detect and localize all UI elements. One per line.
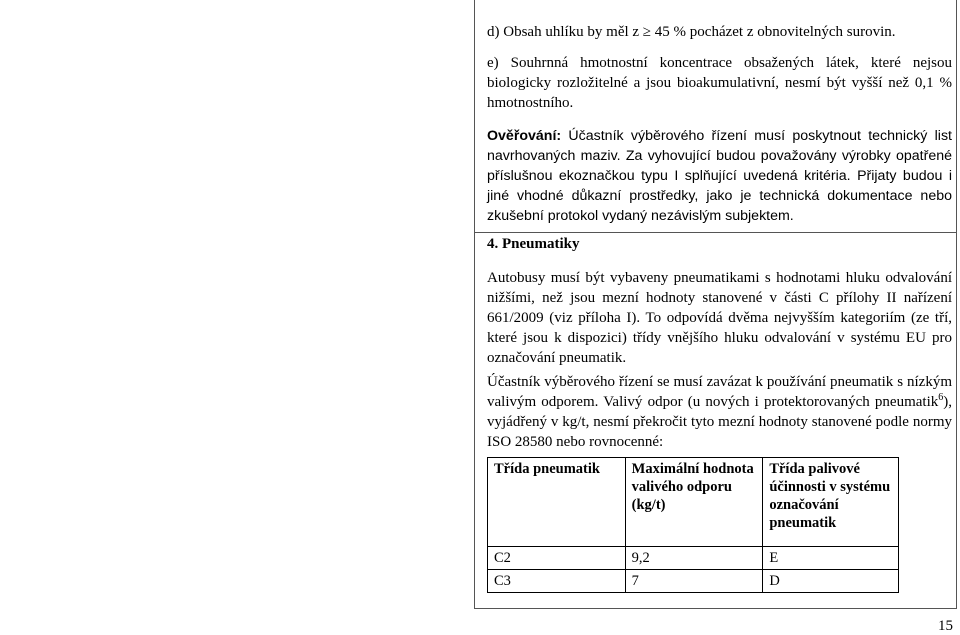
section-heading: 4. Pneumatiky — [487, 236, 580, 252]
header-tire-class: Třída pneumatik — [488, 458, 626, 547]
table-header-row — [488, 458, 899, 547]
item-d — [487, 22, 952, 42]
table-cell: E — [763, 547, 899, 570]
right-border-line — [956, 0, 957, 608]
item-e-text: e) Souhrnná hmotnostní koncentrace obsažených látek, které nejsou biologicky rozložitelné a jsou bioakumulativní, nesmí být vyšší než 0,1 % hmotnostního. — [487, 55, 952, 111]
table-cell: D — [763, 570, 899, 593]
table-row — [488, 570, 899, 593]
verification-label: Ověřování: — [487, 128, 562, 144]
tires-paragraph-2-part-b: ), vyjádřený v kg/t, nesmí překročit tyto mezní hodnoty stanovené podle normy ISO 28580 nebo rovnocenné: — [487, 394, 952, 450]
bottom-border-line — [474, 608, 957, 609]
tires-paragraph-2-part-a: Účastník výběrového řízení se musí zavázat k používání pneumatik s nízkým valivým odporem. Valivý odpor (u nových i protektorovaných pneumatik — [487, 374, 952, 410]
table-cell: 7 — [625, 570, 763, 593]
tire-limits-table — [487, 457, 899, 593]
table-cell: C2 — [488, 547, 626, 570]
left-border-line — [474, 0, 475, 608]
section-divider-line — [474, 232, 957, 233]
item-e — [487, 53, 952, 113]
header-fuel-efficiency: Třída palivové účinnosti v systému označování pneumatik — [763, 458, 899, 547]
verification-text: Účastník výběrového řízení musí poskytnout technický list navrhovaných maziv. Za vyhovující budou považovány výrobky opatřené příslušnou ekoznačkou typu I splňující uvedená kritéria. Přijaty budou i jiné vhodné důkazní prostředky, jako je technická dokumentace nebo zkušební protokol vydaný nezávislým subjektem. — [487, 128, 952, 224]
verification-paragraph — [487, 126, 952, 226]
table-cell: 9,2 — [625, 547, 763, 570]
page-number: 15 — [938, 618, 953, 634]
item-d-text: d) Obsah uhlíku by měl z ≥ 45 % pocházet z obnovitelných surovin. — [487, 24, 896, 40]
table-row — [488, 547, 899, 570]
header-max-resistance: Maximální hodnota valivého odporu (kg/t) — [625, 458, 763, 547]
tires-paragraph-1: Autobusy musí být vybaveny pneumatikami s hodnotami hluku odvalování nižšími, než jsou mezní hodnoty stanovené v části C přílohy II nařízení 661/2009 (viz příloha I). To odpovídá dvěma nejvyšším kategoriím (ze tří, které jsou k dispozici) třídy vnějšího hluku odvalování v systému EU pro označování pneumatik. — [487, 270, 952, 366]
tires-paragraph-2 — [487, 372, 952, 452]
footnote-reference: 6 — [938, 392, 944, 403]
table-cell: C3 — [488, 570, 626, 593]
